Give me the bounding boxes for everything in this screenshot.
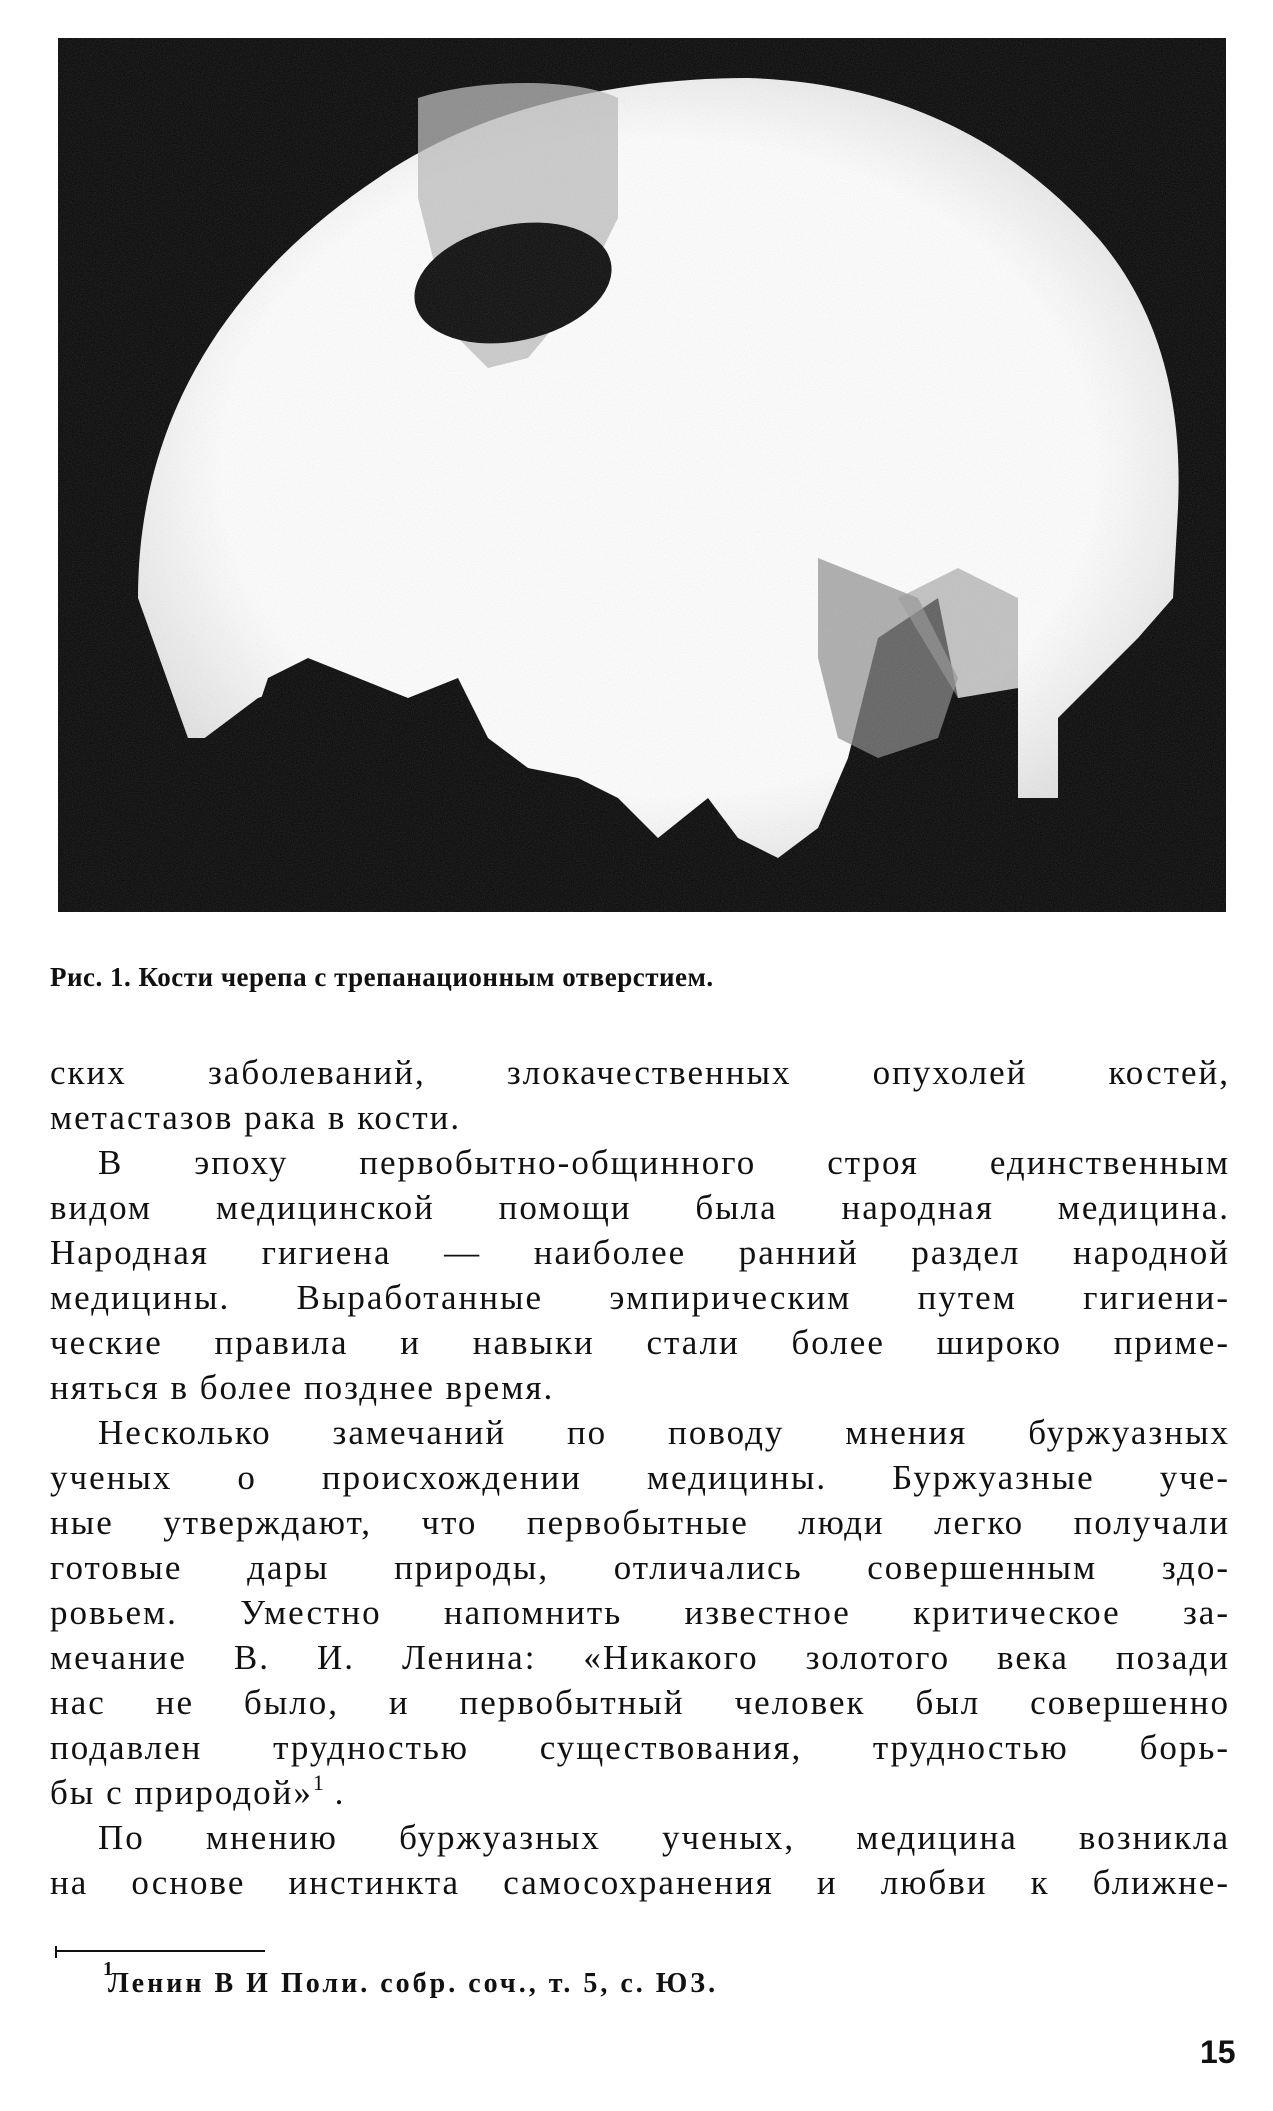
footnote-rule-tick — [55, 1946, 57, 1958]
footnote-reference: 1 — [312, 1770, 324, 1795]
text-line: мечание В. И. Ленина: «Никакого золотого века позади — [50, 1638, 1230, 1677]
text-line: ученых о происхождении медицины. Буржуазные уче- — [50, 1458, 1230, 1497]
text-line: подавлен трудностью существования, трудностью борь- — [50, 1728, 1230, 1767]
text-line-with-footnote: бы с природой»$^1$ . — [50, 1770, 346, 1812]
text-line: нас не было, и первобытный человек был совершенно — [50, 1683, 1230, 1722]
page-number: 15 — [1200, 2034, 1236, 2070]
text-line: Несколько замечаний по поводу мнения буржуазных — [98, 1413, 1230, 1452]
footnote-text: Ленин В И Поли. собр. соч., т. 5, с. ЮЗ. — [108, 1968, 719, 1999]
skull-bones-photo — [58, 38, 1226, 912]
text-line: ровьем. Уместно напомнить известное критическое за- — [50, 1593, 1230, 1632]
text-line: Народная гигиена — наиболее ранний раздел народной — [50, 1233, 1230, 1272]
text-line: метастазов рака в кости. — [50, 1098, 462, 1137]
text-line: на основе инстинкта самосохранения и любви к ближне- — [50, 1863, 1230, 1902]
text-line: бы с природой» — [50, 1773, 313, 1812]
text-line: По мнению буржуазных ученых, медицина возникла — [98, 1818, 1230, 1857]
text-line: няться в более позднее время. — [50, 1368, 555, 1407]
body-text — [50, 1050, 1230, 1905]
text-line: ских заболеваний, злокачественных опухолей костей, — [50, 1053, 1230, 1092]
text-line: В эпоху первобытно-общинного строя единственным — [98, 1143, 1230, 1182]
skull-bones-image — [58, 38, 1226, 912]
text-line: ные утверждают, что первобытные люди легко получали — [50, 1503, 1230, 1542]
text-line: видом медицинской помощи была народная медицина. — [50, 1188, 1230, 1227]
footnote-marker: 1 — [103, 1958, 113, 1980]
footnote-rule — [55, 1950, 265, 1952]
figure-caption: Рис. 1. Кости черепа с трепанационным отверстием. — [50, 962, 714, 992]
text-line: медицины. Выработанные эмпирическим путем гигиени- — [50, 1278, 1230, 1317]
text-line: ческие правила и навыки стали более широко приме- — [50, 1323, 1230, 1362]
text-line: готовые дары природы, отличались совершенным здо- — [50, 1548, 1230, 1587]
